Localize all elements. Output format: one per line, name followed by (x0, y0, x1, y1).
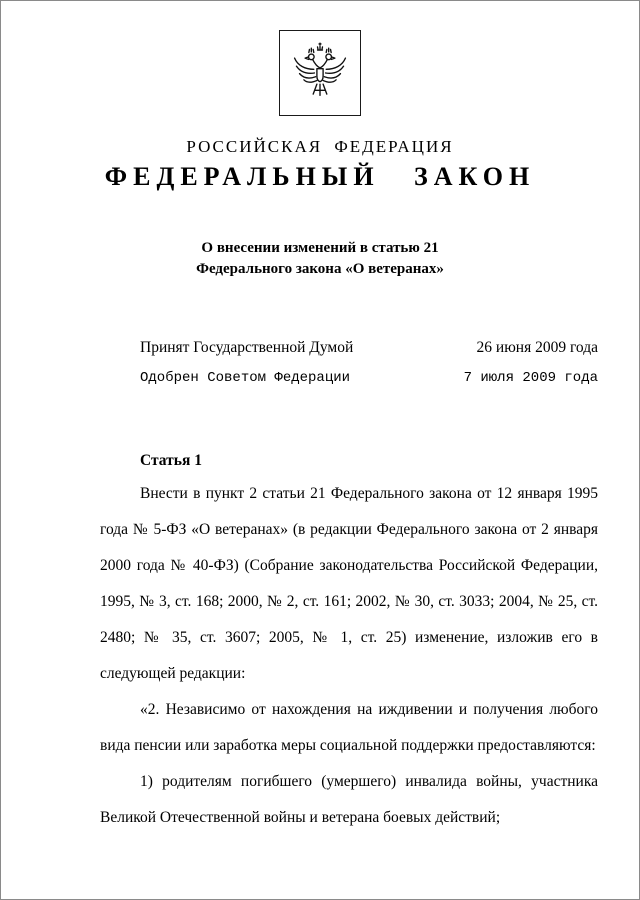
document-title-line1: О внесении изменений в статью 21 (201, 240, 439, 256)
approved-date: 7 июля 2009 года (463, 370, 598, 386)
approved-by-label: Одобрен Советом Федерации (140, 370, 351, 386)
country-name: РОССИЙСКАЯ ФЕДЕРАЦИЯ (186, 137, 454, 156)
adopted-by-label: Принят Государственной Думой (140, 339, 354, 356)
document-title-line2: Федерального закона «О ветеранах» (196, 261, 444, 277)
adopted-date: 26 июня 2009 года (476, 339, 598, 356)
adopted-row (140, 339, 598, 357)
document-type: ФЕДЕРАЛЬНЫЙ ЗАКОН (104, 162, 536, 191)
law-paragraph: 1) родителям погибшего (умершего) инвалида войны, участника Великой Отечественной войны и ветерана боевых действий; (100, 773, 598, 826)
law-body (100, 476, 598, 836)
document-title (0, 238, 640, 280)
russia-coat-of-arms-icon (289, 41, 351, 105)
law-paragraph: «2. Независимо от нахождения на иждивении и получения любого вида пенсии или заработка меры социальной поддержки предоставляются: (100, 701, 598, 754)
emblem-box (279, 30, 361, 116)
adoption-block (140, 339, 598, 399)
approved-row (140, 370, 598, 386)
article-heading: Статья 1 (140, 452, 202, 469)
law-paragraph: Внести в пункт 2 статьи 21 Федерального закона от 12 января 1995 года № 5-ФЗ «О ветеранах» (в редакции Федерального закона от 2 января 2000 года № 40-ФЗ) (Собрание законодательства Российской Федерации, 1995, № 3, ст. 168; 2000, № 2, ст. 161; 2002, № 30, ст. 3033; 2004, № 25, ст. 2480; № 35, ст. 3607; 2005, № 1, ст. 25) изменение, изложив его в следующей редакции: (100, 485, 598, 682)
